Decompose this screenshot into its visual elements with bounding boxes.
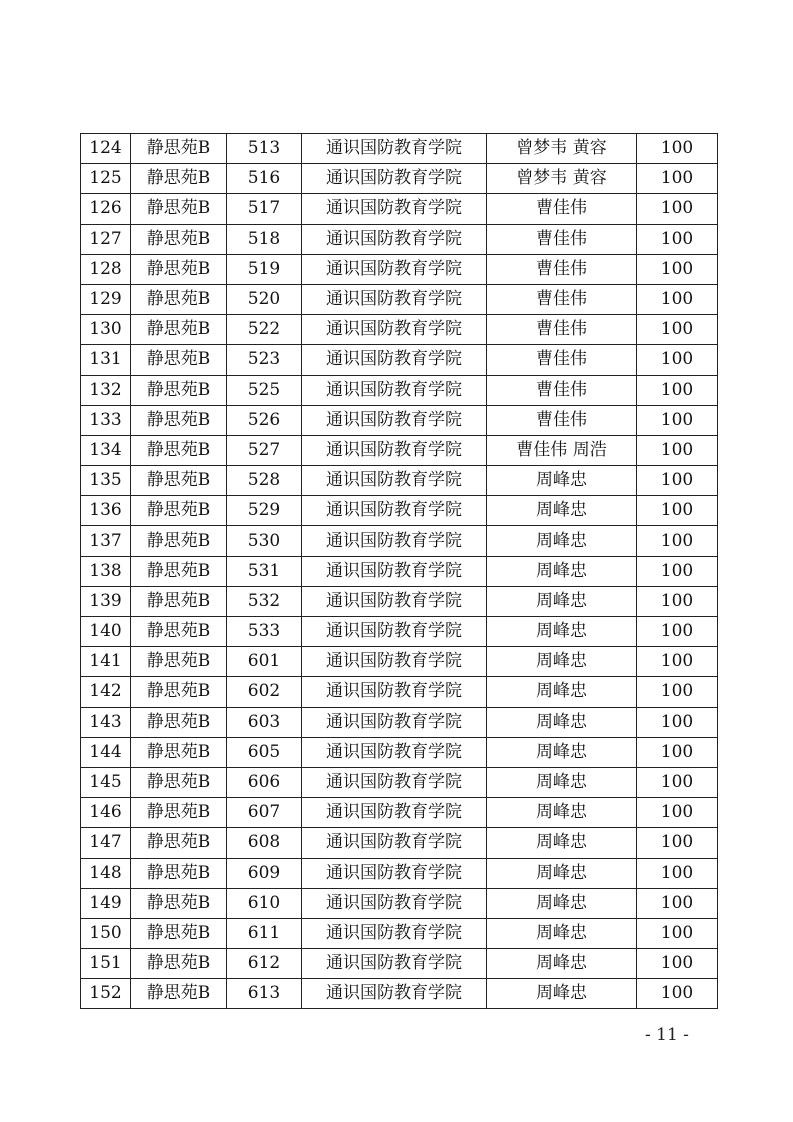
room-number-cell: 518 [227, 224, 302, 254]
table-row [81, 767, 718, 797]
serial-number-cell: 127 [81, 224, 131, 254]
serial-number-cell: 129 [81, 284, 131, 314]
table-row [81, 375, 718, 405]
building-cell: 静思苑B [131, 254, 227, 284]
serial-number-cell: 138 [81, 556, 131, 586]
serial-number-cell: 141 [81, 647, 131, 677]
tutor-cell: 周峰忠 [487, 888, 637, 918]
college-cell: 通识国防教育学院 [302, 466, 487, 496]
tutor-cell: 周峰忠 [487, 707, 637, 737]
table-row [81, 617, 718, 647]
score-cell: 100 [637, 134, 718, 164]
college-cell: 通识国防教育学院 [302, 617, 487, 647]
table-row [81, 466, 718, 496]
room-number-cell: 526 [227, 405, 302, 435]
serial-number-cell: 131 [81, 345, 131, 375]
score-cell: 100 [637, 979, 718, 1009]
score-cell: 100 [637, 284, 718, 314]
table-row [81, 164, 718, 194]
room-number-cell: 525 [227, 375, 302, 405]
tutor-cell: 周峰忠 [487, 647, 637, 677]
score-cell: 100 [637, 375, 718, 405]
college-cell: 通识国防教育学院 [302, 345, 487, 375]
room-number-cell: 529 [227, 496, 302, 526]
serial-number-cell: 140 [81, 617, 131, 647]
building-cell: 静思苑B [131, 466, 227, 496]
score-cell: 100 [637, 254, 718, 284]
tutor-cell: 周峰忠 [487, 617, 637, 647]
building-cell: 静思苑B [131, 617, 227, 647]
building-cell: 静思苑B [131, 435, 227, 465]
college-cell: 通识国防教育学院 [302, 888, 487, 918]
serial-number-cell: 135 [81, 466, 131, 496]
college-cell: 通识国防教育学院 [302, 164, 487, 194]
room-number-cell: 605 [227, 737, 302, 767]
tutor-cell: 曹佳伟 [487, 194, 637, 224]
room-number-cell: 533 [227, 617, 302, 647]
score-cell: 100 [637, 707, 718, 737]
building-cell: 静思苑B [131, 194, 227, 224]
score-cell: 100 [637, 164, 718, 194]
room-number-cell: 532 [227, 586, 302, 616]
room-number-cell: 606 [227, 767, 302, 797]
serial-number-cell: 134 [81, 435, 131, 465]
college-cell: 通识国防教育学院 [302, 677, 487, 707]
score-cell: 100 [637, 556, 718, 586]
college-cell: 通识国防教育学院 [302, 224, 487, 254]
score-cell: 100 [637, 405, 718, 435]
college-cell: 通识国防教育学院 [302, 767, 487, 797]
building-cell: 静思苑B [131, 224, 227, 254]
tutor-cell: 周峰忠 [487, 767, 637, 797]
table-row [81, 405, 718, 435]
college-cell: 通识国防教育学院 [302, 435, 487, 465]
tutor-cell: 曾梦韦 黄容 [487, 134, 637, 164]
table-row [81, 677, 718, 707]
score-cell: 100 [637, 586, 718, 616]
table-row [81, 647, 718, 677]
room-number-cell: 602 [227, 677, 302, 707]
score-cell: 100 [637, 918, 718, 948]
room-number-cell: 613 [227, 979, 302, 1009]
table-row [81, 918, 718, 948]
table-row [81, 134, 718, 164]
table-row [81, 435, 718, 465]
college-cell: 通识国防教育学院 [302, 375, 487, 405]
tutor-cell: 曹佳伟 周浩 [487, 435, 637, 465]
college-cell: 通识国防教育学院 [302, 284, 487, 314]
serial-number-cell: 137 [81, 526, 131, 556]
score-cell: 100 [637, 828, 718, 858]
building-cell: 静思苑B [131, 405, 227, 435]
college-cell: 通识国防教育学院 [302, 979, 487, 1009]
building-cell: 静思苑B [131, 949, 227, 979]
room-number-cell: 608 [227, 828, 302, 858]
tutor-cell: 曾梦韦 黄容 [487, 164, 637, 194]
serial-number-cell: 128 [81, 254, 131, 284]
score-cell: 100 [637, 345, 718, 375]
building-cell: 静思苑B [131, 134, 227, 164]
table-row [81, 556, 718, 586]
room-number-cell: 528 [227, 466, 302, 496]
college-cell: 通识国防教育学院 [302, 707, 487, 737]
college-cell: 通识国防教育学院 [302, 949, 487, 979]
serial-number-cell: 136 [81, 496, 131, 526]
college-cell: 通识国防教育学院 [302, 737, 487, 767]
building-cell: 静思苑B [131, 858, 227, 888]
building-cell: 静思苑B [131, 164, 227, 194]
score-cell: 100 [637, 435, 718, 465]
college-cell: 通识国防教育学院 [302, 556, 487, 586]
table-row [81, 888, 718, 918]
college-cell: 通识国防教育学院 [302, 798, 487, 828]
tutor-cell: 周峰忠 [487, 858, 637, 888]
building-cell: 静思苑B [131, 918, 227, 948]
table-row [81, 949, 718, 979]
table-body [81, 134, 718, 1009]
table-row [81, 224, 718, 254]
room-number-cell: 513 [227, 134, 302, 164]
serial-number-cell: 152 [81, 979, 131, 1009]
college-cell: 通识国防教育学院 [302, 254, 487, 284]
college-cell: 通识国防教育学院 [302, 647, 487, 677]
table-row [81, 345, 718, 375]
tutor-cell: 周峰忠 [487, 677, 637, 707]
serial-number-cell: 133 [81, 405, 131, 435]
serial-number-cell: 145 [81, 767, 131, 797]
serial-number-cell: 124 [81, 134, 131, 164]
serial-number-cell: 139 [81, 586, 131, 616]
building-cell: 静思苑B [131, 798, 227, 828]
tutor-cell: 周峰忠 [487, 798, 637, 828]
page-number: - 11 - [645, 1025, 689, 1045]
building-cell: 静思苑B [131, 767, 227, 797]
building-cell: 静思苑B [131, 707, 227, 737]
building-cell: 静思苑B [131, 345, 227, 375]
tutor-cell: 周峰忠 [487, 737, 637, 767]
tutor-cell: 曹佳伟 [487, 345, 637, 375]
room-number-cell: 610 [227, 888, 302, 918]
tutor-cell: 曹佳伟 [487, 224, 637, 254]
table-row [81, 586, 718, 616]
building-cell: 静思苑B [131, 556, 227, 586]
building-cell: 静思苑B [131, 677, 227, 707]
college-cell: 通识国防教育学院 [302, 526, 487, 556]
building-cell: 静思苑B [131, 828, 227, 858]
score-cell: 100 [637, 677, 718, 707]
serial-number-cell: 149 [81, 888, 131, 918]
college-cell: 通识国防教育学院 [302, 586, 487, 616]
tutor-cell: 周峰忠 [487, 496, 637, 526]
building-cell: 静思苑B [131, 315, 227, 345]
tutor-cell: 周峰忠 [487, 466, 637, 496]
table-row [81, 526, 718, 556]
building-cell: 静思苑B [131, 526, 227, 556]
building-cell: 静思苑B [131, 737, 227, 767]
tutor-cell: 周峰忠 [487, 828, 637, 858]
serial-number-cell: 151 [81, 949, 131, 979]
score-cell: 100 [637, 647, 718, 677]
building-cell: 静思苑B [131, 496, 227, 526]
tutor-cell: 周峰忠 [487, 586, 637, 616]
tutor-cell: 周峰忠 [487, 979, 637, 1009]
tutor-cell: 周峰忠 [487, 526, 637, 556]
table-row [81, 194, 718, 224]
college-cell: 通识国防教育学院 [302, 315, 487, 345]
score-cell: 100 [637, 496, 718, 526]
serial-number-cell: 150 [81, 918, 131, 948]
building-cell: 静思苑B [131, 888, 227, 918]
room-number-cell: 522 [227, 315, 302, 345]
college-cell: 通识国防教育学院 [302, 405, 487, 435]
room-number-cell: 523 [227, 345, 302, 375]
room-number-cell: 612 [227, 949, 302, 979]
serial-number-cell: 130 [81, 315, 131, 345]
serial-number-cell: 147 [81, 828, 131, 858]
dorm-score-table [80, 133, 718, 1009]
score-cell: 100 [637, 466, 718, 496]
room-number-cell: 527 [227, 435, 302, 465]
tutor-cell: 曹佳伟 [487, 254, 637, 284]
serial-number-cell: 143 [81, 707, 131, 737]
tutor-cell: 曹佳伟 [487, 284, 637, 314]
building-cell: 静思苑B [131, 647, 227, 677]
score-cell: 100 [637, 949, 718, 979]
table-row [81, 828, 718, 858]
building-cell: 静思苑B [131, 979, 227, 1009]
serial-number-cell: 148 [81, 858, 131, 888]
tutor-cell: 周峰忠 [487, 556, 637, 586]
score-cell: 100 [637, 315, 718, 345]
room-number-cell: 519 [227, 254, 302, 284]
score-cell: 100 [637, 858, 718, 888]
college-cell: 通识国防教育学院 [302, 496, 487, 526]
table-row [81, 707, 718, 737]
room-number-cell: 603 [227, 707, 302, 737]
tutor-cell: 曹佳伟 [487, 315, 637, 345]
score-cell: 100 [637, 526, 718, 556]
serial-number-cell: 144 [81, 737, 131, 767]
room-number-cell: 601 [227, 647, 302, 677]
building-cell: 静思苑B [131, 375, 227, 405]
tutor-cell: 周峰忠 [487, 918, 637, 948]
serial-number-cell: 126 [81, 194, 131, 224]
table-row [81, 737, 718, 767]
score-cell: 100 [637, 888, 718, 918]
score-cell: 100 [637, 798, 718, 828]
building-cell: 静思苑B [131, 586, 227, 616]
table-row [81, 979, 718, 1009]
building-cell: 静思苑B [131, 284, 227, 314]
room-number-cell: 516 [227, 164, 302, 194]
college-cell: 通识国防教育学院 [302, 194, 487, 224]
score-cell: 100 [637, 767, 718, 797]
college-cell: 通识国防教育学院 [302, 828, 487, 858]
college-cell: 通识国防教育学院 [302, 918, 487, 948]
room-number-cell: 611 [227, 918, 302, 948]
serial-number-cell: 132 [81, 375, 131, 405]
room-number-cell: 520 [227, 284, 302, 314]
table-row [81, 315, 718, 345]
tutor-cell: 曹佳伟 [487, 375, 637, 405]
serial-number-cell: 125 [81, 164, 131, 194]
room-number-cell: 531 [227, 556, 302, 586]
tutor-cell: 曹佳伟 [487, 405, 637, 435]
serial-number-cell: 142 [81, 677, 131, 707]
serial-number-cell: 146 [81, 798, 131, 828]
table-row [81, 496, 718, 526]
room-number-cell: 607 [227, 798, 302, 828]
room-number-cell: 530 [227, 526, 302, 556]
college-cell: 通识国防教育学院 [302, 858, 487, 888]
table-row [81, 798, 718, 828]
score-cell: 100 [637, 224, 718, 254]
score-cell: 100 [637, 617, 718, 647]
tutor-cell: 周峰忠 [487, 949, 637, 979]
score-cell: 100 [637, 737, 718, 767]
score-cell: 100 [637, 194, 718, 224]
room-number-cell: 609 [227, 858, 302, 888]
table-row [81, 254, 718, 284]
table-row [81, 858, 718, 888]
table-row [81, 284, 718, 314]
college-cell: 通识国防教育学院 [302, 134, 487, 164]
room-number-cell: 517 [227, 194, 302, 224]
